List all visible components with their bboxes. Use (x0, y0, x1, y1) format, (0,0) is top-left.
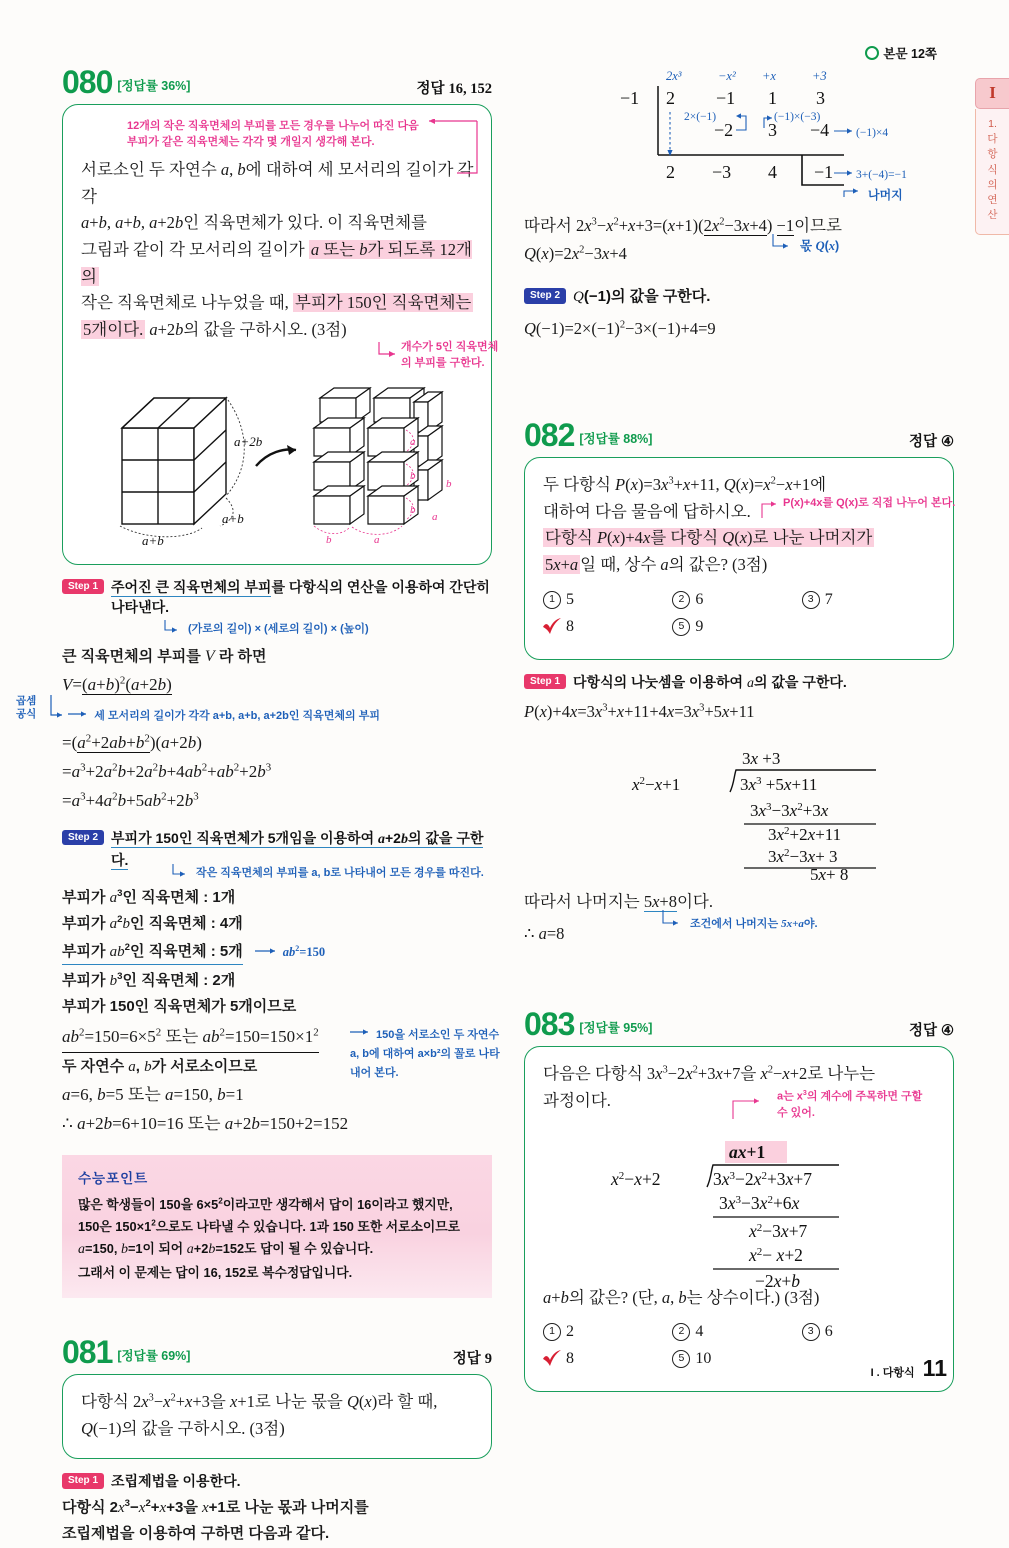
work3-note: 150을 서로소인 두 자연수 a, b에 대하여 a×b²의 꼴로 나타내어 본다. (350, 1029, 500, 1080)
problem-082-answer (909, 430, 954, 451)
ld082-row-1: $3x^2+2x+11$ (768, 825, 842, 845)
chapter-char-0: 1. (988, 118, 997, 130)
step-title: 주어진 큰 직육면체의 부피를 다항식의 연산을 이용하여 간단히 나타낸다. (111, 578, 490, 616)
problem-080-side-callout: 개수가 5인 직육면체의 부피를 구한다. (401, 340, 499, 369)
choice-spacer (802, 618, 931, 636)
step-title: 부피가 150인 직육면체가 5개임을 이용하여 a+2b의 값을 구한다. (111, 829, 484, 868)
work3-note-wrap (350, 1025, 500, 1082)
step-badge: Step 1 (62, 579, 104, 595)
syn-r2-3: −4 (810, 120, 830, 140)
label-b-small-3: b (446, 477, 452, 490)
work3-line-3: ∴ a+2b=6+10=16 또는 a+2b=150+2=152 (62, 1113, 349, 1133)
long-division-083 (543, 1141, 935, 1289)
problem-081-step-2 (524, 286, 954, 309)
work3-line-2: a=6, b=5 또는 a=150, b=1 (62, 1085, 244, 1105)
answer-label: 정답 (908, 433, 937, 450)
choice-number: 5 (672, 618, 690, 636)
p082-note: 조건에서 나머지는 5x+a야. (690, 918, 818, 931)
problem-080-answer (416, 77, 492, 98)
step1-note-row (170, 622, 492, 642)
step-title: 다항식의 나눗셈을 이용하여 a의 값을 구한다. (573, 673, 847, 691)
ld083-quotient: ax+1 (729, 1141, 766, 1162)
step2-note-row (178, 858, 492, 878)
callout-arrow-icon (759, 496, 781, 522)
syn-note-3: 3+(−4)=−1 (856, 169, 907, 181)
problem-082-choices (543, 591, 935, 636)
answer-value: ④ (941, 1023, 954, 1040)
work3-line-0: $ab^2=150=6\times 5^2$ 또는 $ab^2=150=150\times 1^2$ (62, 1023, 319, 1053)
p081-work-0: 다항식 $2x^3-x^2+x+3$을 x+1로 나눈 몫과 나머지를 (62, 1497, 369, 1516)
problem-082-number: 082 (524, 416, 575, 453)
work2-line-3: 부피가 $b^3$인 직육면체 : 2개 (62, 971, 236, 990)
note-arrow-icon (842, 187, 864, 199)
syn-r2-1: −2 (714, 120, 734, 140)
chapter-char-2: 항 (987, 148, 998, 161)
problem-080-header (62, 64, 492, 104)
problem-080-top-callout: 12개의 작은 직육면체의 부피를 모든 경우를 나누어 따진 다음 부피가 같은 직육면체는 각각 몇 개일지 생각해 본다. (127, 120, 419, 148)
problem-083-rate: [정답률 95%] (579, 1021, 653, 1036)
tip-line-2: a=150, b=1이 되어 a+2b=152도 답이 될 수 있습니다. (78, 1240, 374, 1257)
p082-final: ∴ a=8 (524, 924, 565, 944)
choice-1[interactable] (543, 1323, 672, 1341)
problem-081-header (62, 1334, 492, 1374)
label-a-small-2: a (432, 510, 438, 523)
step-title: Q(−1)의 값을 구한다. (573, 288, 711, 306)
callout-arrow-icon (421, 119, 481, 177)
footer-page-number: 11 (922, 1355, 947, 1381)
problem-082-header (524, 417, 954, 457)
choice-5[interactable] (672, 1350, 801, 1368)
problem-080-step-1 (62, 577, 492, 618)
problem-081 (62, 1334, 492, 1546)
q083-line-1: 과정이다. (543, 1090, 611, 1110)
p083-side-callout: a는 $x^3$의 계수에 주목하면 구할 수 있어. (777, 1090, 923, 1119)
synthetic-division-diagram (524, 60, 954, 200)
work1-line-0: $V=(a+b)^2(a+2b)$ 세 모서리의 길이가 각각 a+b, a+b, a+2b인 직육면체의 부피 (62, 674, 380, 722)
ld082-row-3: 5x+ 8 (810, 865, 849, 883)
chapter-char-4: 의 (987, 178, 998, 191)
label-b-small-2: b (410, 503, 416, 516)
ld083-row-3: −2x+b (755, 1270, 801, 1289)
choice-number: 1 (543, 1323, 561, 1341)
problem-081-step-1 (62, 1471, 492, 1491)
q081-line-1: Q(−1)의 값을 구하시오. (3점) (81, 1418, 285, 1438)
note-arrow-icon (770, 234, 796, 252)
choice-text: 7 (824, 590, 833, 608)
label-a-small-3: a (374, 533, 380, 546)
synthetic-division-081 (524, 60, 954, 200)
problem-081-conclusion (524, 212, 954, 268)
work1-intro: 큰 직육면체의 부피를 V 라 하면 (62, 647, 267, 665)
problem-083 (524, 1006, 954, 1392)
work2-line-2: 부피가 $ab^2$인 직육면체 : 5개 (62, 940, 243, 965)
ld083-dividend: $3x^3-2x^2+3x+7$ (713, 1168, 812, 1189)
problem-080-question-box (62, 104, 499, 565)
syn-r3-3: −1 (814, 162, 834, 182)
chapter-char-6: 산 (987, 209, 998, 222)
ld083-row-0: $3x^3-3x^2+6x$ (719, 1192, 800, 1213)
ld083-row-2: $x^2- x+2$ (749, 1244, 803, 1265)
callout-arrow-icon (727, 1091, 767, 1121)
problem-081-question-box (62, 1374, 492, 1459)
syn-header-3: +3 (812, 69, 827, 83)
footer-chapter: I . 다항식 (870, 1367, 915, 1379)
formula-label: 곱셈 공식 (16, 695, 37, 721)
choice-1[interactable] (543, 591, 672, 609)
work2-line-1: 부피가 $a^2b$인 직육면체 : 4개 (62, 914, 243, 933)
label-a-plus-b-bottom: a+b (142, 532, 164, 548)
q080-line-3: 작은 직육면체로 나누었을 때, 부피가 150인 직육면체는 (81, 293, 472, 313)
choice-number: 2 (672, 1323, 690, 1341)
syn-note-0: 2×(−1) (684, 111, 717, 123)
left-column (16, 64, 500, 1548)
syn-divisor: −1 (620, 88, 640, 108)
syn-r3-2: 4 (768, 162, 777, 182)
choice-text: 5 (566, 590, 574, 608)
syn-r1-2: 1 (768, 88, 777, 108)
formula-arrow-icon (48, 693, 66, 723)
p082-note-wrap (660, 910, 818, 933)
long-division-diagram-082 (524, 746, 954, 882)
chapter-roman: I (975, 78, 1009, 109)
choice-text: 2 (566, 1323, 574, 1341)
long-division-diagram-083 (543, 1141, 935, 1289)
q080-line-2: 그림과 같이 각 모서리의 길이가 a 또는 b가 되도록 12개의 (81, 240, 472, 286)
choice-text: 10 (695, 1350, 712, 1368)
p082-side-callout: P(x)+4x를 Q(x)로 직접 나누어 본다. (783, 496, 956, 509)
step2-note: 작은 직육면체의 부피를 a, b로 나타내어 모든 경우를 따진다. (196, 867, 484, 880)
answer-label: 정답 (908, 1023, 937, 1040)
note-arrow-icon (660, 910, 686, 930)
step1-note: (가로의 길이) × (세로의 길이) × (높이) (188, 622, 369, 635)
ld082-dividend: $3x^3$ +5x+11 (740, 775, 818, 795)
inline-arrow-icon (350, 1028, 372, 1036)
q082-line-0: 두 다항식 $P(x)=3x^3+x+11$, $Q(x)=x^2-x+1$에 (543, 474, 827, 494)
remainder-note: 나머지 (868, 188, 903, 202)
step-badge: Step 2 (62, 830, 104, 846)
choice-text: 8 (566, 617, 574, 635)
problem-082-step-1 (524, 672, 954, 694)
label-a-small-1: a (410, 435, 416, 448)
tip-title: 수능포인트 (78, 1170, 149, 1186)
ld082-divisor: $x^2-x+1$ (632, 775, 681, 795)
syn-r2-2: 3 (768, 120, 777, 140)
problem-083-header (524, 1006, 954, 1046)
tip-line-1: 150은 $150\times 1^2$으로도 나타낼 수 있습니다. 1과 150 또한 서로소이므로 (78, 1218, 460, 1234)
problem-080-question-text (81, 157, 475, 344)
problem-083-answer (909, 1019, 954, 1040)
chapter-title-vertical (975, 109, 1009, 235)
chapter-char-1: 다 (987, 133, 998, 146)
circle-marker-icon (865, 46, 879, 60)
work2-line-4: 부피가 150인 직육면체가 5개이므로 (62, 998, 297, 1016)
chapter-char-3: 식 (987, 163, 998, 176)
choice-3[interactable] (802, 591, 931, 609)
page-reference-label: 본문 12쪽 (883, 47, 937, 61)
p081-concl-0: 따라서 $2x^3-x^2+x+3=(x+1)(2x^2-3x+4) -1$이므로 (524, 216, 842, 235)
syn-note-2: (−1)×4 (856, 127, 889, 139)
q083-line-0: 다음은 다항식 $3x^3-2x^2+3x+7$을 $x^2-x+2$로 나누는 (543, 1064, 876, 1084)
note-arrow-icon (162, 620, 182, 638)
problem-081-rate: [정답률 69%] (117, 1348, 191, 1363)
work1-line-2: $=a^3+2a^2b+2a^2b+4ab^2+ab^2+2b^3$ (62, 761, 272, 781)
ld082-row-2: $3x^2-3x+ 3$ (768, 847, 838, 867)
tip-line-3: 그래서 이 문제는 답이 16, 152로 복수정답입니다. (78, 1264, 353, 1280)
checkmark-icon (543, 1351, 561, 1367)
problem-081-number: 081 (62, 1333, 113, 1370)
choice-4[interactable] (543, 1350, 672, 1368)
step-title: 조립제법을 이용한다. (111, 1473, 241, 1490)
step-badge: Step 2 (524, 288, 566, 304)
label-b-small-4: b (326, 533, 332, 546)
problem-081-answer (453, 1347, 492, 1368)
inline-arrow-icon (255, 947, 279, 955)
label-b-small-1: b (410, 469, 416, 482)
q080-line-0: 서로소인 두 자연수 a, b에 대하여 세 모서리의 길이가 각각 (81, 159, 474, 206)
choice-text: 6 (695, 590, 704, 608)
work3-line-1: 두 자연수 a, b가 서로소이므로 (62, 1058, 258, 1076)
choice-4[interactable] (543, 618, 672, 636)
syn-header-0: 2x³ (666, 69, 682, 83)
work2-block (62, 886, 492, 1019)
q080-line-1: a+b, a+b, a+2b인 직육면체가 있다. 이 직육면체를 (81, 213, 427, 233)
choice-text: 8 (566, 1350, 574, 1368)
p081-concl-1: $Q(x)=2x^2-3x+4$ (524, 244, 627, 264)
choice-row-1 (543, 1323, 935, 1341)
inline-arrow-icon (68, 710, 90, 718)
right-column (524, 60, 954, 1392)
ld082-quotient: 3x +3 (742, 749, 781, 769)
tip-line-0: 많은 학생들이 150을 $6\times 5^2$이라고만 생각해서 답이 16이라고 했지만, (78, 1196, 453, 1212)
work1-line-1: $=(a^2+2ab+b^2)(a+2b)$ (62, 732, 202, 752)
answer-label: 정답 (416, 81, 445, 97)
label-a-plus-b-right: a+b (222, 510, 244, 526)
problem-083-question-box (524, 1046, 954, 1392)
syn-r1-3: 3 (816, 88, 825, 108)
answer-value: ④ (941, 433, 954, 450)
page-footer (871, 1355, 947, 1382)
choice-number: 3 (802, 1323, 820, 1341)
work2-note-small: $ab^2=150$ (282, 943, 326, 960)
rectangular-prism-diagram (98, 380, 458, 548)
q082-line-3: 5x+a 일 때, 상수 a의 값은? (3점) (545, 555, 768, 575)
work3-block (62, 1023, 500, 1139)
q080-line-4: 5개이다. a+2b의 값을 구하시오. (3점) (83, 320, 347, 340)
choice-row-2 (543, 618, 935, 636)
problem-080 (16, 64, 500, 1298)
label-a-plus-2b: a+2b (234, 433, 263, 449)
syn-r3-1: −3 (712, 162, 732, 182)
choice-row-1 (543, 591, 935, 609)
problem-083-number: 083 (524, 1006, 575, 1043)
work1-line-3: $=a^3+4a^2b+5ab^2+2b^3$ (62, 790, 199, 810)
ld082-row-0: $3x^3-3x^2+3x$ (750, 801, 829, 821)
quotient-note: 몫 Q(x) (800, 239, 840, 253)
syn-r1-1: −1 (716, 88, 736, 108)
checkmark-icon (543, 619, 561, 635)
work2-line-0: 부피가 $a^3$인 직육면체 : 1개 (62, 888, 236, 907)
long-division-082 (524, 746, 954, 882)
problem-080-tip-box (62, 1155, 492, 1298)
choice-2[interactable] (672, 591, 801, 609)
choice-3[interactable] (802, 1323, 931, 1341)
step-badge: Step 1 (524, 674, 566, 690)
ld083-row-1: $x^2-3x+7$ (749, 1220, 808, 1241)
problem-082-question-text (543, 472, 956, 579)
problem-082 (524, 417, 954, 948)
problem-080-rate: [정답률 36%] (117, 79, 191, 93)
chapter-char-5: 연 (987, 194, 998, 207)
choice-text: 6 (824, 1323, 833, 1341)
syn-header-2: +x (762, 69, 776, 83)
q082-line-2: 다항식 P(x)+4x를 다항식 Q(x)로 나눈 나머지가 (545, 528, 873, 548)
choice-number: 2 (672, 591, 690, 609)
syn-header-1: −x² (718, 69, 736, 83)
problem-082-rate: [정답률 88%] (579, 431, 653, 446)
problem-082-conclusion (524, 888, 954, 948)
p081-work-1: 조립제법을 이용하여 구하면 다음과 같다. (62, 1524, 330, 1542)
note-arrow-icon (170, 864, 190, 882)
choice-5[interactable] (672, 618, 801, 636)
p082-expand: $P(x)+4x=3x^3+x+11+4x=3x^3+5x+11$ (524, 702, 755, 722)
syn-r3-0: 2 (666, 162, 675, 182)
syn-r1-0: 2 (666, 88, 675, 108)
p081-final: $Q(-1)=2\times(-1)^2-3\times(-1)+4=9$ (524, 318, 716, 338)
ld083-divisor: $x^2-x+2$ (611, 1168, 661, 1189)
problem-083-question-text (543, 1061, 935, 1119)
p082-concl: 따라서 나머지는 5x+8이다. (524, 892, 713, 912)
q081-line-0: 다항식 $2x^3-x^2+x+3$을 x+1로 나눈 몫을 Q(x)라 할 때, (81, 1391, 438, 1411)
answer-label: 정답 (452, 1350, 481, 1367)
choice-text: 4 (695, 1323, 704, 1341)
choice-number: 3 (802, 591, 820, 609)
chapter-side-tab (975, 78, 1009, 235)
answer-value: 16, 152 (448, 81, 492, 97)
remainder-note-wrap (842, 186, 903, 204)
work1-note: 세 모서리의 길이가 각각 a+b, a+b, a+2b인 직육면체의 부피 (94, 709, 380, 722)
choice-text: 9 (695, 617, 704, 635)
step-badge: Step 1 (62, 1473, 104, 1489)
work1-block (16, 671, 492, 815)
quotient-note-wrap (770, 234, 839, 255)
work2-note-wrap (255, 943, 325, 960)
q083-tail-line: a+b의 값은? (단, a, b는 상수이다.) (3점) (543, 1287, 820, 1307)
syn-note-1: (−1)×(−3) (774, 111, 821, 123)
problem-081-question-text (81, 1389, 473, 1442)
problem-082-question-box (524, 457, 954, 660)
choice-2[interactable] (672, 1323, 801, 1341)
callout-arrow2-icon (377, 342, 401, 364)
choice-number: 1 (543, 591, 561, 609)
problem-080-number: 080 (62, 64, 113, 100)
choice-number: 5 (672, 1350, 690, 1368)
q082-line-1: 대하여 다음 물음에 답하시오. (543, 501, 751, 521)
answer-value: 9 (484, 1350, 492, 1367)
